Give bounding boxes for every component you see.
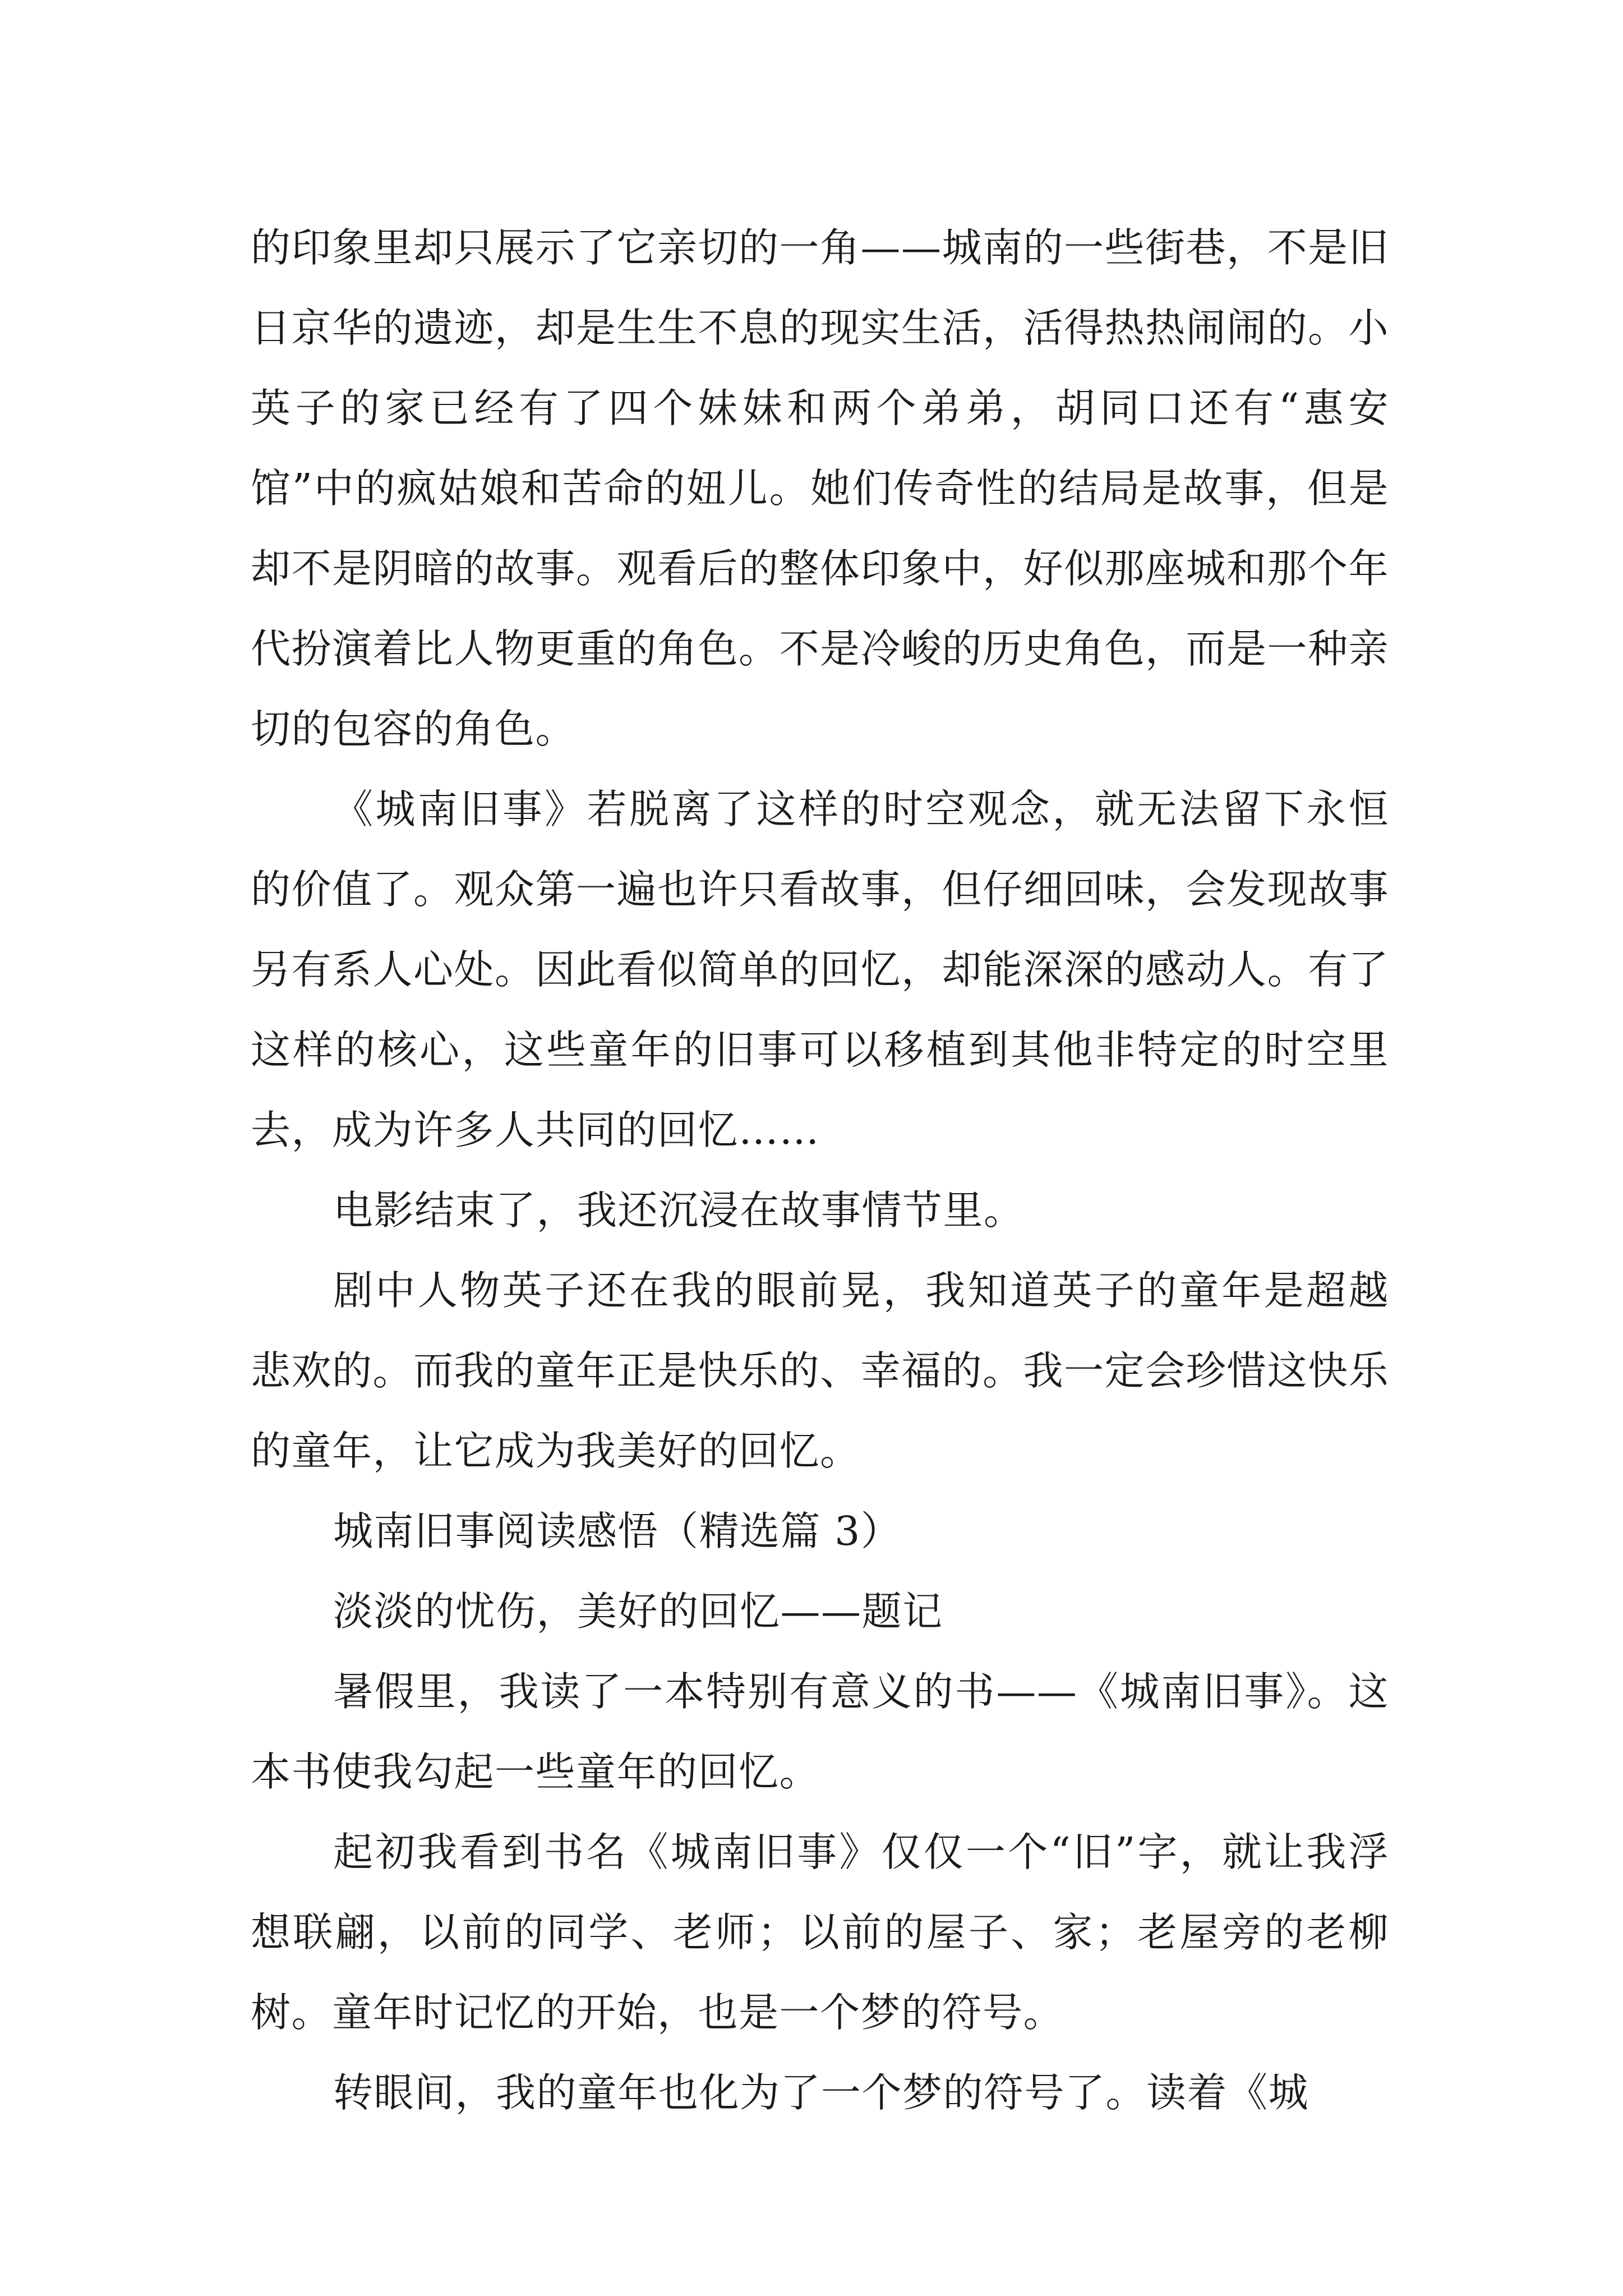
paragraph-3: 电影结束了，我还沉浸在故事情节里。: [333, 1187, 1025, 1234]
paragraph-7: 转眼间，我的童年也化为了一个梦的符号了。读着《城: [333, 2069, 1310, 2116]
paragraph-5: 暑假里，我读了一本特别有意义的书——《城南旧事》。这本书使我勾起一些童年的回忆。: [251, 1668, 1389, 1795]
paragraph-2: 《城南旧事》若脱离了这样的时空观念，就无法留下永恒的价值了。观众第一遍也许只看故事，但仔细回味，会发现故事另有系人心处。因此看似简单的回忆，却能深深的感动人。有了这样的核心，这些童年的旧事可以移植到其他非特定的时空里去，成为许多人共同的回忆……: [251, 786, 1390, 1153]
paragraph-4: 剧中人物英子还在我的眼前晃，我知道英子的童年是超越悲欢的。而我的童年正是快乐的、幸福的。我一定会珍惜这快乐的童年，让它成为我美好的回忆。: [251, 1267, 1390, 1474]
paragraph-6: 起初我看到书名《城南旧事》仅仅一个“旧”字，就让我浮想联翩，以前的同学、老师；以前的屋子、家；老屋旁的老柳树。童年时记忆的开始，也是一个梦的符号。: [251, 1829, 1389, 2036]
section-heading: 城南旧事阅读感悟（精选篇 3）: [333, 1508, 902, 1554]
epigraph: 淡淡的忧伤，美好的回忆——题记: [333, 1588, 943, 1635]
paragraph-1: 的印象里却只展示了它亲切的一角——城南的一些街巷，不是旧日京华的遗迹，却是生生不息的现实生活，活得热热闹闹的。小英子的家已经有了四个妹妹和两个弟弟，胡同口还有“惠安馆”中的疯姑娘和苦命的妞儿。她们传奇性的结局是故事，但是却不是阴暗的故事。观看后的整体印象中，好似那座城和那个年代扮演着比人物更重的角色。不是冷峻的历史角色，而是一种亲切的包容的角色。: [251, 224, 1390, 752]
document-body: [251, 208, 1389, 2133]
